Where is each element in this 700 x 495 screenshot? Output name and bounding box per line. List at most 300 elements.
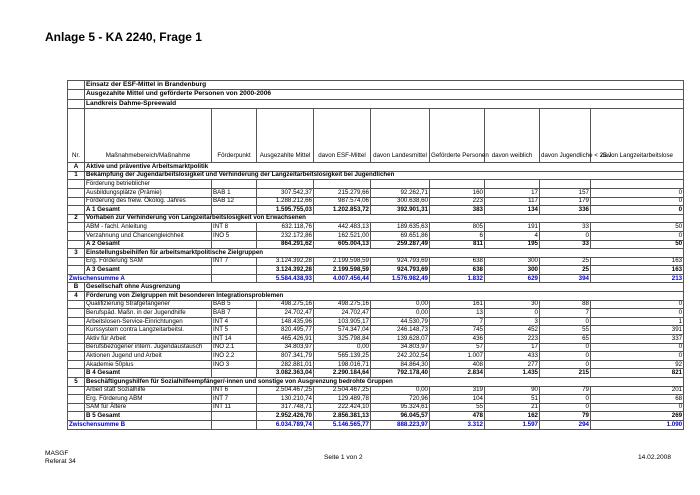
table-cell bbox=[68, 386, 85, 395]
table-cell: 2.952.426,70 bbox=[257, 412, 314, 421]
table-cell: A 1 Gesamt bbox=[85, 206, 212, 215]
table-cell: 17 bbox=[485, 188, 540, 197]
table-cell: 162 bbox=[485, 412, 540, 421]
table-cell: Aktiv für Arbeit bbox=[85, 335, 212, 344]
table-cell: 117 bbox=[485, 197, 540, 206]
table-row bbox=[68, 412, 684, 421]
table-cell bbox=[212, 240, 257, 249]
table-cell: 300 bbox=[485, 257, 540, 266]
table-cell: 79 bbox=[540, 386, 591, 395]
table-cell: 7 bbox=[430, 317, 485, 326]
table-cell bbox=[68, 266, 85, 275]
table-cell: 17 bbox=[485, 343, 540, 352]
footer-date: 14.02.2008 bbox=[638, 454, 672, 461]
table-cell: 0,00 bbox=[371, 386, 430, 395]
table-cell: 4 bbox=[485, 231, 540, 240]
table-cell: 148.435,96 bbox=[257, 317, 314, 326]
table-cell: 215.279,66 bbox=[314, 188, 371, 197]
table-cell bbox=[68, 231, 85, 240]
table-cell: 130.210,74 bbox=[257, 395, 314, 404]
table-cell: 5.146.565,77 bbox=[314, 420, 371, 429]
table-cell: 222.424,10 bbox=[314, 403, 371, 412]
title-spacer bbox=[68, 90, 85, 99]
table-row bbox=[68, 274, 684, 283]
table-cell: 2.504.467,25 bbox=[314, 386, 371, 395]
table-cell: 465.426,91 bbox=[257, 335, 314, 344]
table-cell bbox=[68, 206, 85, 215]
table-cell: INO 3 bbox=[212, 360, 257, 369]
table-cell: 0 bbox=[540, 352, 591, 361]
table-cell: 7 bbox=[540, 309, 591, 318]
table-cell: 924.793,69 bbox=[371, 257, 430, 266]
table-cell: 745 bbox=[430, 326, 485, 335]
column-header: davon Jugendliche < 25 J. bbox=[540, 109, 591, 163]
footer-ministry: MASGF bbox=[45, 450, 69, 457]
table-cell: INT 8 bbox=[212, 223, 257, 232]
table-cell: 2.290.184,64 bbox=[314, 369, 371, 378]
table-cell: 0 bbox=[591, 231, 684, 240]
table-row bbox=[68, 171, 684, 180]
table-row bbox=[68, 197, 684, 206]
table-cell bbox=[68, 369, 85, 378]
footer-page-number: Seite 1 von 2 bbox=[324, 454, 363, 461]
section-number: 1 bbox=[68, 171, 85, 180]
table-cell bbox=[212, 274, 257, 283]
table-row bbox=[68, 300, 684, 309]
table-title-row bbox=[68, 99, 684, 108]
table-cell: 4.007.456,44 bbox=[314, 274, 371, 283]
table-cell: INT 7 bbox=[212, 257, 257, 266]
table-cell: 3.124.392,28 bbox=[257, 266, 314, 275]
table-cell bbox=[68, 197, 85, 206]
table-cell: 3.312 bbox=[430, 420, 485, 429]
table-cell: 34.803,97 bbox=[257, 343, 314, 352]
subtotal-label: Zwischensumme A bbox=[68, 274, 212, 283]
table-row bbox=[68, 163, 684, 172]
table-cell: 1.288.212,66 bbox=[257, 197, 314, 206]
table-cell: 1.595.755,03 bbox=[257, 206, 314, 215]
footer-organisation bbox=[45, 450, 76, 466]
column-header: Geförderte Personen bbox=[430, 109, 485, 163]
table-row bbox=[68, 240, 684, 249]
table-cell: 51 bbox=[485, 395, 540, 404]
table-cell: 300.638,60 bbox=[371, 197, 430, 206]
section-number: 4 bbox=[68, 292, 85, 301]
table-cell bbox=[68, 240, 85, 249]
table-cell: 25 bbox=[540, 257, 591, 266]
table-cell: 792.178,40 bbox=[371, 369, 430, 378]
table-cell bbox=[68, 352, 85, 361]
table-cell: B 5 Gesamt bbox=[85, 412, 212, 421]
table-cell: 436 bbox=[430, 335, 485, 344]
title-spacer bbox=[68, 81, 85, 90]
table-cell: 1.576.982,49 bbox=[371, 274, 430, 283]
table-cell: 223 bbox=[485, 335, 540, 344]
table-cell: 88 bbox=[540, 300, 591, 309]
table-cell: 574.347,04 bbox=[314, 326, 371, 335]
table-cell: 0 bbox=[485, 309, 540, 318]
table-cell: Arbeitslosen-Service-Einrichtungen bbox=[85, 317, 212, 326]
table-row bbox=[68, 257, 684, 266]
table-row bbox=[68, 360, 684, 369]
table-cell: 0 bbox=[591, 206, 684, 215]
column-header: davon weiblich bbox=[485, 109, 540, 163]
table-cell bbox=[68, 343, 85, 352]
title-spacer bbox=[68, 99, 85, 108]
table-cell: 3.124.392,28 bbox=[257, 257, 314, 266]
table-cell: 79 bbox=[540, 412, 591, 421]
table-cell: 638 bbox=[430, 266, 485, 275]
table-cell: 629 bbox=[485, 274, 540, 283]
table-cell: 498.275,16 bbox=[314, 300, 371, 309]
table-cell: BAB 12 bbox=[212, 197, 257, 206]
table-row bbox=[68, 335, 684, 344]
table-cell: 864.291,62 bbox=[257, 240, 314, 249]
table-cell: 44.530,79 bbox=[371, 317, 430, 326]
table-cell: 319 bbox=[430, 386, 485, 395]
table-cell: 433 bbox=[485, 352, 540, 361]
table-cell: 0 bbox=[540, 317, 591, 326]
table-cell: 807.341,79 bbox=[257, 352, 314, 361]
table-cell: 246.148,73 bbox=[371, 326, 430, 335]
column-header: davon ESF-Mittel bbox=[314, 109, 371, 163]
table-cell: 33 bbox=[540, 240, 591, 249]
section-heading: Bekämpfung der Jugendarbeitslosigkeit und Verhinderung der Langzeitarbeitslosigkeit bei Jugendlichen bbox=[85, 171, 684, 180]
table-cell: 55 bbox=[540, 326, 591, 335]
table-cell bbox=[371, 180, 430, 189]
table-row bbox=[68, 317, 684, 326]
table-cell: 0 bbox=[591, 197, 684, 206]
table-row bbox=[68, 395, 684, 404]
table-cell: 129.489,78 bbox=[314, 395, 371, 404]
table-cell: 57 bbox=[430, 343, 485, 352]
table-cell: 232.172,86 bbox=[257, 231, 314, 240]
table-cell: 242.202,54 bbox=[371, 352, 430, 361]
table-cell: 2.834 bbox=[430, 369, 485, 378]
table-cell: 632.118,76 bbox=[257, 223, 314, 232]
table-cell: Verzahnung und Chancengleichheit bbox=[85, 231, 212, 240]
table-cell: 21 bbox=[485, 403, 540, 412]
table-cell: 442.483,13 bbox=[314, 223, 371, 232]
table-cell: INT 4 bbox=[212, 317, 257, 326]
table-cell: 3 bbox=[485, 317, 540, 326]
table-cell: 223 bbox=[430, 197, 485, 206]
section-heading: Vorhaben zur Verhinderung von Langzeitarbeitslosigkeit von Erwachsenen bbox=[85, 214, 684, 223]
table-cell: 821 bbox=[591, 369, 684, 378]
esf-funding-table bbox=[67, 80, 684, 430]
table-cell bbox=[212, 266, 257, 275]
table-cell: 0 bbox=[591, 352, 684, 361]
table-cell: 1.202.853,72 bbox=[314, 206, 371, 215]
table-title-row bbox=[68, 81, 684, 90]
table-cell bbox=[68, 412, 85, 421]
table-cell bbox=[591, 180, 684, 189]
table-row bbox=[68, 403, 684, 412]
table-cell: 215 bbox=[540, 369, 591, 378]
table-row bbox=[68, 188, 684, 197]
table-cell: 84.864,30 bbox=[371, 360, 430, 369]
table-cell: BAB 5 bbox=[212, 300, 257, 309]
table-cell: 95.324,61 bbox=[371, 403, 430, 412]
table-cell: 191 bbox=[485, 223, 540, 232]
table-cell: INO 5 bbox=[212, 231, 257, 240]
table-cell: Erg. Förderung ABM bbox=[85, 395, 212, 404]
table-cell: 96.045,57 bbox=[371, 412, 430, 421]
section-number: A bbox=[68, 163, 85, 172]
table-cell: 25 bbox=[540, 266, 591, 275]
table-cell: 0 bbox=[540, 231, 591, 240]
table-cell: 408 bbox=[430, 360, 485, 369]
table-header-row bbox=[68, 109, 684, 163]
table-cell: Arbeit statt Sozialhilfe bbox=[85, 386, 212, 395]
table-cell: Aktionen Jugend und Arbeit bbox=[85, 352, 212, 361]
table-cell: 0 bbox=[591, 343, 684, 352]
table-cell: 161 bbox=[430, 300, 485, 309]
table-cell: 452 bbox=[485, 326, 540, 335]
table-cell: 160 bbox=[430, 188, 485, 197]
table-cell bbox=[68, 403, 85, 412]
table-cell: 30 bbox=[485, 300, 540, 309]
table-cell: 294 bbox=[540, 420, 591, 429]
table-cell: 565.139,25 bbox=[314, 352, 371, 361]
table-row bbox=[68, 420, 684, 429]
table-row bbox=[68, 206, 684, 215]
table-cell: 317.748,71 bbox=[257, 403, 314, 412]
table-cell bbox=[68, 257, 85, 266]
table-cell bbox=[540, 180, 591, 189]
table-cell: 924.793,69 bbox=[371, 266, 430, 275]
table-cell bbox=[68, 223, 85, 232]
table-cell: ABM - fachl. Anleitung bbox=[85, 223, 212, 232]
column-header: Nr. bbox=[68, 109, 85, 163]
table-cell: 201 bbox=[591, 386, 684, 395]
table-cell: 1.832 bbox=[430, 274, 485, 283]
table-cell bbox=[68, 300, 85, 309]
table-cell: Förderung des freiw. Ökolog. Jahres bbox=[85, 197, 212, 206]
table-cell: 179 bbox=[540, 197, 591, 206]
table-cell: Akademie 50plus bbox=[85, 360, 212, 369]
table-cell: 394 bbox=[540, 274, 591, 283]
table-cell: 139.628,07 bbox=[371, 335, 430, 344]
table-cell: 300 bbox=[485, 266, 540, 275]
table-cell: 2.504.467,25 bbox=[257, 386, 314, 395]
subtotal-label: Zwischensumme B bbox=[68, 420, 212, 429]
table-cell: 0,00 bbox=[371, 309, 430, 318]
table-row bbox=[68, 223, 684, 232]
column-header: davon Langzeitarbeitslose bbox=[591, 109, 684, 163]
table-cell: 195 bbox=[485, 240, 540, 249]
table-cell bbox=[212, 369, 257, 378]
table-cell: Kurssystem contra Langzeitarbeitsl. bbox=[85, 326, 212, 335]
table-cell bbox=[68, 188, 85, 197]
table-cell bbox=[212, 180, 257, 189]
table-cell: Qualifizierung Strafgefangener bbox=[85, 300, 212, 309]
page-title: Anlage 5 - KA 2240, Frage 1 bbox=[45, 30, 202, 44]
table-cell: 3.082.363,04 bbox=[257, 369, 314, 378]
table-cell: 163 bbox=[591, 257, 684, 266]
table-cell: 0 bbox=[540, 360, 591, 369]
column-header: Maßnahmebereich/Maßnahme bbox=[85, 109, 212, 163]
footer-department: Referat 34 bbox=[45, 458, 76, 466]
table-cell: 103.905,17 bbox=[314, 317, 371, 326]
table-cell: Berufspäd. Maßn. in der Jugendhilfe bbox=[85, 309, 212, 318]
column-header: Ausgezahlte Mittel bbox=[257, 109, 314, 163]
table-cell: 259.287,49 bbox=[371, 240, 430, 249]
table-row bbox=[68, 214, 684, 223]
table-cell: 269 bbox=[591, 412, 684, 421]
table-cell: 50 bbox=[591, 240, 684, 249]
table-cell: 820.495,77 bbox=[257, 326, 314, 335]
table-cell: 50 bbox=[591, 223, 684, 232]
table-cell: 638 bbox=[430, 257, 485, 266]
table-cell: 65 bbox=[540, 335, 591, 344]
table-cell bbox=[212, 206, 257, 215]
table-cell: 282.881,01 bbox=[257, 360, 314, 369]
table-cell: BAB 1 bbox=[212, 188, 257, 197]
table-title-line: Ausgezahlte Mittel und geförderte Personen von 2000-2006 bbox=[85, 90, 684, 99]
table-cell bbox=[68, 326, 85, 335]
table-cell: 392.901,31 bbox=[371, 206, 430, 215]
table-cell: 55 bbox=[430, 403, 485, 412]
table-row bbox=[68, 343, 684, 352]
table-cell: 163 bbox=[591, 266, 684, 275]
table-title-line: Landkreis Dahme-Spreewald bbox=[85, 99, 684, 108]
section-number: 5 bbox=[68, 378, 85, 387]
table-cell: Erg. Förderung SAM bbox=[85, 257, 212, 266]
column-header: Förderpunkt bbox=[212, 109, 257, 163]
table-cell bbox=[68, 395, 85, 404]
table-cell: 69.651,86 bbox=[371, 231, 430, 240]
table-cell: 325.798,84 bbox=[314, 335, 371, 344]
table-cell: 157 bbox=[540, 188, 591, 197]
table-cell: INO 2.2 bbox=[212, 352, 257, 361]
table-title-line: Einsatz der ESF-Mittel in Brandenburg bbox=[85, 81, 684, 90]
table-cell: B 4 Gesamt bbox=[85, 369, 212, 378]
section-heading: Gesellschaft ohne Ausgrenzung bbox=[85, 283, 684, 292]
table-cell: 104 bbox=[430, 395, 485, 404]
table-cell: 0,00 bbox=[314, 343, 371, 352]
table-cell bbox=[68, 180, 85, 189]
table-cell: 337 bbox=[591, 335, 684, 344]
table-row bbox=[68, 369, 684, 378]
table-cell: 213 bbox=[591, 274, 684, 283]
table-cell: INT 5 bbox=[212, 326, 257, 335]
table-cell: 0 bbox=[540, 395, 591, 404]
section-heading: Aktive und präventive Arbeitsmarktpolitik bbox=[85, 163, 684, 172]
table-cell: 2.199.598,59 bbox=[314, 257, 371, 266]
table-cell: 0 bbox=[591, 300, 684, 309]
table-cell: 383 bbox=[430, 206, 485, 215]
section-heading: Beschäftigungshilfen für Sozialhilfeempfänger/-innen und sonstige von Ausgrenzung bedrohte Gruppen bbox=[85, 378, 684, 387]
table-cell: 605.004,13 bbox=[314, 240, 371, 249]
table-cell: A 2 Gesamt bbox=[85, 240, 212, 249]
table-row bbox=[68, 180, 684, 189]
section-number: 2 bbox=[68, 214, 85, 223]
section-number: 3 bbox=[68, 249, 85, 258]
table-cell bbox=[212, 412, 257, 421]
table-cell bbox=[68, 309, 85, 318]
table-cell: 92.262,71 bbox=[371, 188, 430, 197]
table-cell: 1.090 bbox=[591, 420, 684, 429]
table-cell bbox=[68, 335, 85, 344]
table-cell: 2.856.381,13 bbox=[314, 412, 371, 421]
table-cell: 189.635,63 bbox=[371, 223, 430, 232]
table-cell: 888.223,97 bbox=[371, 420, 430, 429]
table-cell: 0 bbox=[591, 188, 684, 197]
section-number: B bbox=[68, 283, 85, 292]
table-cell: 498.275,16 bbox=[257, 300, 314, 309]
table-cell: 0 bbox=[540, 403, 591, 412]
table-cell bbox=[212, 420, 257, 429]
table-cell: A 3 Gesamt bbox=[85, 266, 212, 275]
section-heading: Förderung von Zielgruppen mit besonderen Integrationsproblemen bbox=[85, 292, 684, 301]
table-cell: 1.007 bbox=[430, 352, 485, 361]
table-row bbox=[68, 309, 684, 318]
table-cell bbox=[485, 180, 540, 189]
table-cell: 811 bbox=[430, 240, 485, 249]
table-cell: INT 11 bbox=[212, 403, 257, 412]
table-cell: 0 bbox=[540, 343, 591, 352]
table-row bbox=[68, 378, 684, 387]
table-cell: 33 bbox=[540, 223, 591, 232]
table-cell: 5.584.438,93 bbox=[257, 274, 314, 283]
table-cell: 720,96 bbox=[371, 395, 430, 404]
table-cell: 6 bbox=[430, 231, 485, 240]
table-cell: 92 bbox=[591, 360, 684, 369]
table-cell: 336 bbox=[540, 206, 591, 215]
table-row bbox=[68, 283, 684, 292]
table-cell: 34.803,97 bbox=[371, 343, 430, 352]
table-cell: 1 bbox=[591, 317, 684, 326]
table-row bbox=[68, 326, 684, 335]
table-row bbox=[68, 249, 684, 258]
table-cell: 805 bbox=[430, 223, 485, 232]
table-row bbox=[68, 266, 684, 275]
table-cell: 1.597 bbox=[485, 420, 540, 429]
section-heading: Einstellungsbeihilfen für arbeitsmarktpolitische Zielgruppen bbox=[85, 249, 684, 258]
table-row bbox=[68, 231, 684, 240]
table-cell: 2.199.598,59 bbox=[314, 266, 371, 275]
table-cell: 198.016,71 bbox=[314, 360, 371, 369]
table-cell: BAB 7 bbox=[212, 309, 257, 318]
table-cell: 68 bbox=[591, 395, 684, 404]
table-cell: INT 14 bbox=[212, 335, 257, 344]
table-cell: 6.034.789,74 bbox=[257, 420, 314, 429]
table-cell: 0,00 bbox=[371, 300, 430, 309]
table-cell: 307.542,37 bbox=[257, 188, 314, 197]
table-cell: INT 6 bbox=[212, 386, 257, 395]
table-cell: 134 bbox=[485, 206, 540, 215]
table-cell: 24.702,47 bbox=[257, 309, 314, 318]
table-cell: 13 bbox=[430, 309, 485, 318]
table-cell: 987.574,06 bbox=[314, 197, 371, 206]
table-cell bbox=[430, 180, 485, 189]
table-cell: Berufsbezogener intern. Jugendaustausch bbox=[85, 343, 212, 352]
table-cell: SAM für Ältere bbox=[85, 403, 212, 412]
table-cell: 0 bbox=[591, 403, 684, 412]
table-row bbox=[68, 386, 684, 395]
table-cell: Förderung betrieblicher bbox=[85, 180, 212, 189]
table-cell: INT 7 bbox=[212, 395, 257, 404]
table-cell: Ausbildungsplätze (Prämie) bbox=[85, 188, 212, 197]
table-cell bbox=[68, 360, 85, 369]
table-cell: 1.435 bbox=[485, 369, 540, 378]
table-cell: 90 bbox=[485, 386, 540, 395]
table-cell: 0 bbox=[591, 309, 684, 318]
table-cell: INO 2.1 bbox=[212, 343, 257, 352]
table-cell bbox=[314, 180, 371, 189]
column-header: davon Landesmittel bbox=[371, 109, 430, 163]
